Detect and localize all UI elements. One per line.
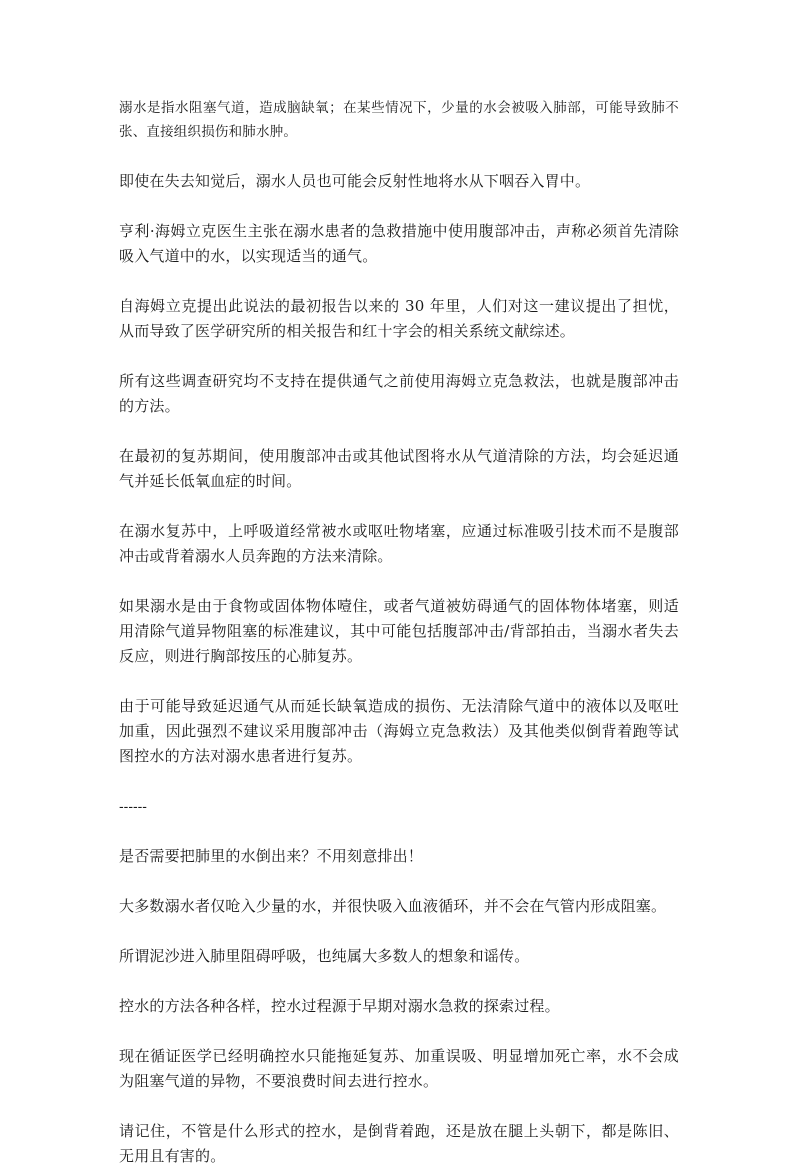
paragraph-1: 溺水是指水阻塞气道，造成脑缺氧；在某些情况下，少量的水会被吸入肺部，可能导致肺不张、直接组织损伤和肺水肿。 [119, 100, 679, 140]
paragraph-3: 亨利·海姆立克医生主张在溺水患者的急救措施中使用腹部冲击，声称必须首先清除吸入气道中的水，以实现适当的通气。 [119, 222, 679, 265]
paragraph-11: 大多数溺水者仅呛入少量的水，并很快吸入血液循环，并不会在气管内形成阻塞。 [119, 897, 667, 915]
paragraph-8: 如果溺水是由于食物或固体物体噎住，或者气道被妨碍通气的固体物体堵塞，则适用清除气道异物阻塞的标准建议，其中可能包括腹部冲击/背部拍击，当溺水者失去反应，则进行胸部按压的心肺复苏。 [119, 597, 679, 665]
paragraph-14: 现在循证医学已经明确控水只能拖延复苏、加重误吸、明显增加死亡率，水不会成为阻塞气道的异物，不要浪费时间去进行控水。 [119, 1047, 679, 1090]
paragraph-5: 所有这些调查研究均不支持在提供通气之前使用海姆立克急救法，也就是腹部冲击的方法。 [119, 372, 679, 415]
paragraph-2: 即使在失去知觉后，溺水人员也可能会反射性地将水从下咽吞入胃中。 [119, 172, 591, 190]
paragraph-12: 所谓泥沙进入肺里阻碍呼吸，也纯属大多数人的想象和谣传。 [119, 947, 530, 965]
document-body [119, 96, 679, 1169]
section-separator: ------ [119, 798, 147, 814]
paragraph-9: 由于可能导致延迟通气从而延长缺氧造成的损伤、无法清除气道中的液体以及呕吐加重，因此强烈不建议采用腹部冲击（海姆立克急救法）及其他类似倒背着跑等试图控水的方法对溺水患者进行复苏。 [119, 697, 679, 765]
paragraph-15: 请记住，不管是什么形式的控水，是倒背着跑，还是放在腿上头朝下，都是陈旧、无用且有害的。 [119, 1122, 679, 1165]
paragraph-13: 控水的方法各种各样，控水过程源于早期对溺水急救的探索过程。 [119, 997, 560, 1015]
paragraph-7: 在溺水复苏中，上呼吸道经常被水或呕吐物堵塞，应通过标准吸引技术而不是腹部冲击或背着溺水人员奔跑的方法来清除。 [119, 522, 679, 565]
paragraph-6: 在最初的复苏期间，使用腹部冲击或其他试图将水从气道清除的方法，均会延迟通气并延长低氧血症的时间。 [119, 447, 679, 490]
paragraph-10: 是否需要把肺里的水倒出来？不用刻意排出！ [119, 847, 424, 865]
paragraph-4: 自海姆立克提出此说法的最初报告以来的 30 年里，人们对这一建议提出了担忧，从而导致了医学研究所的相关报告和红十字会的相关系统文献综述。 [119, 297, 679, 340]
